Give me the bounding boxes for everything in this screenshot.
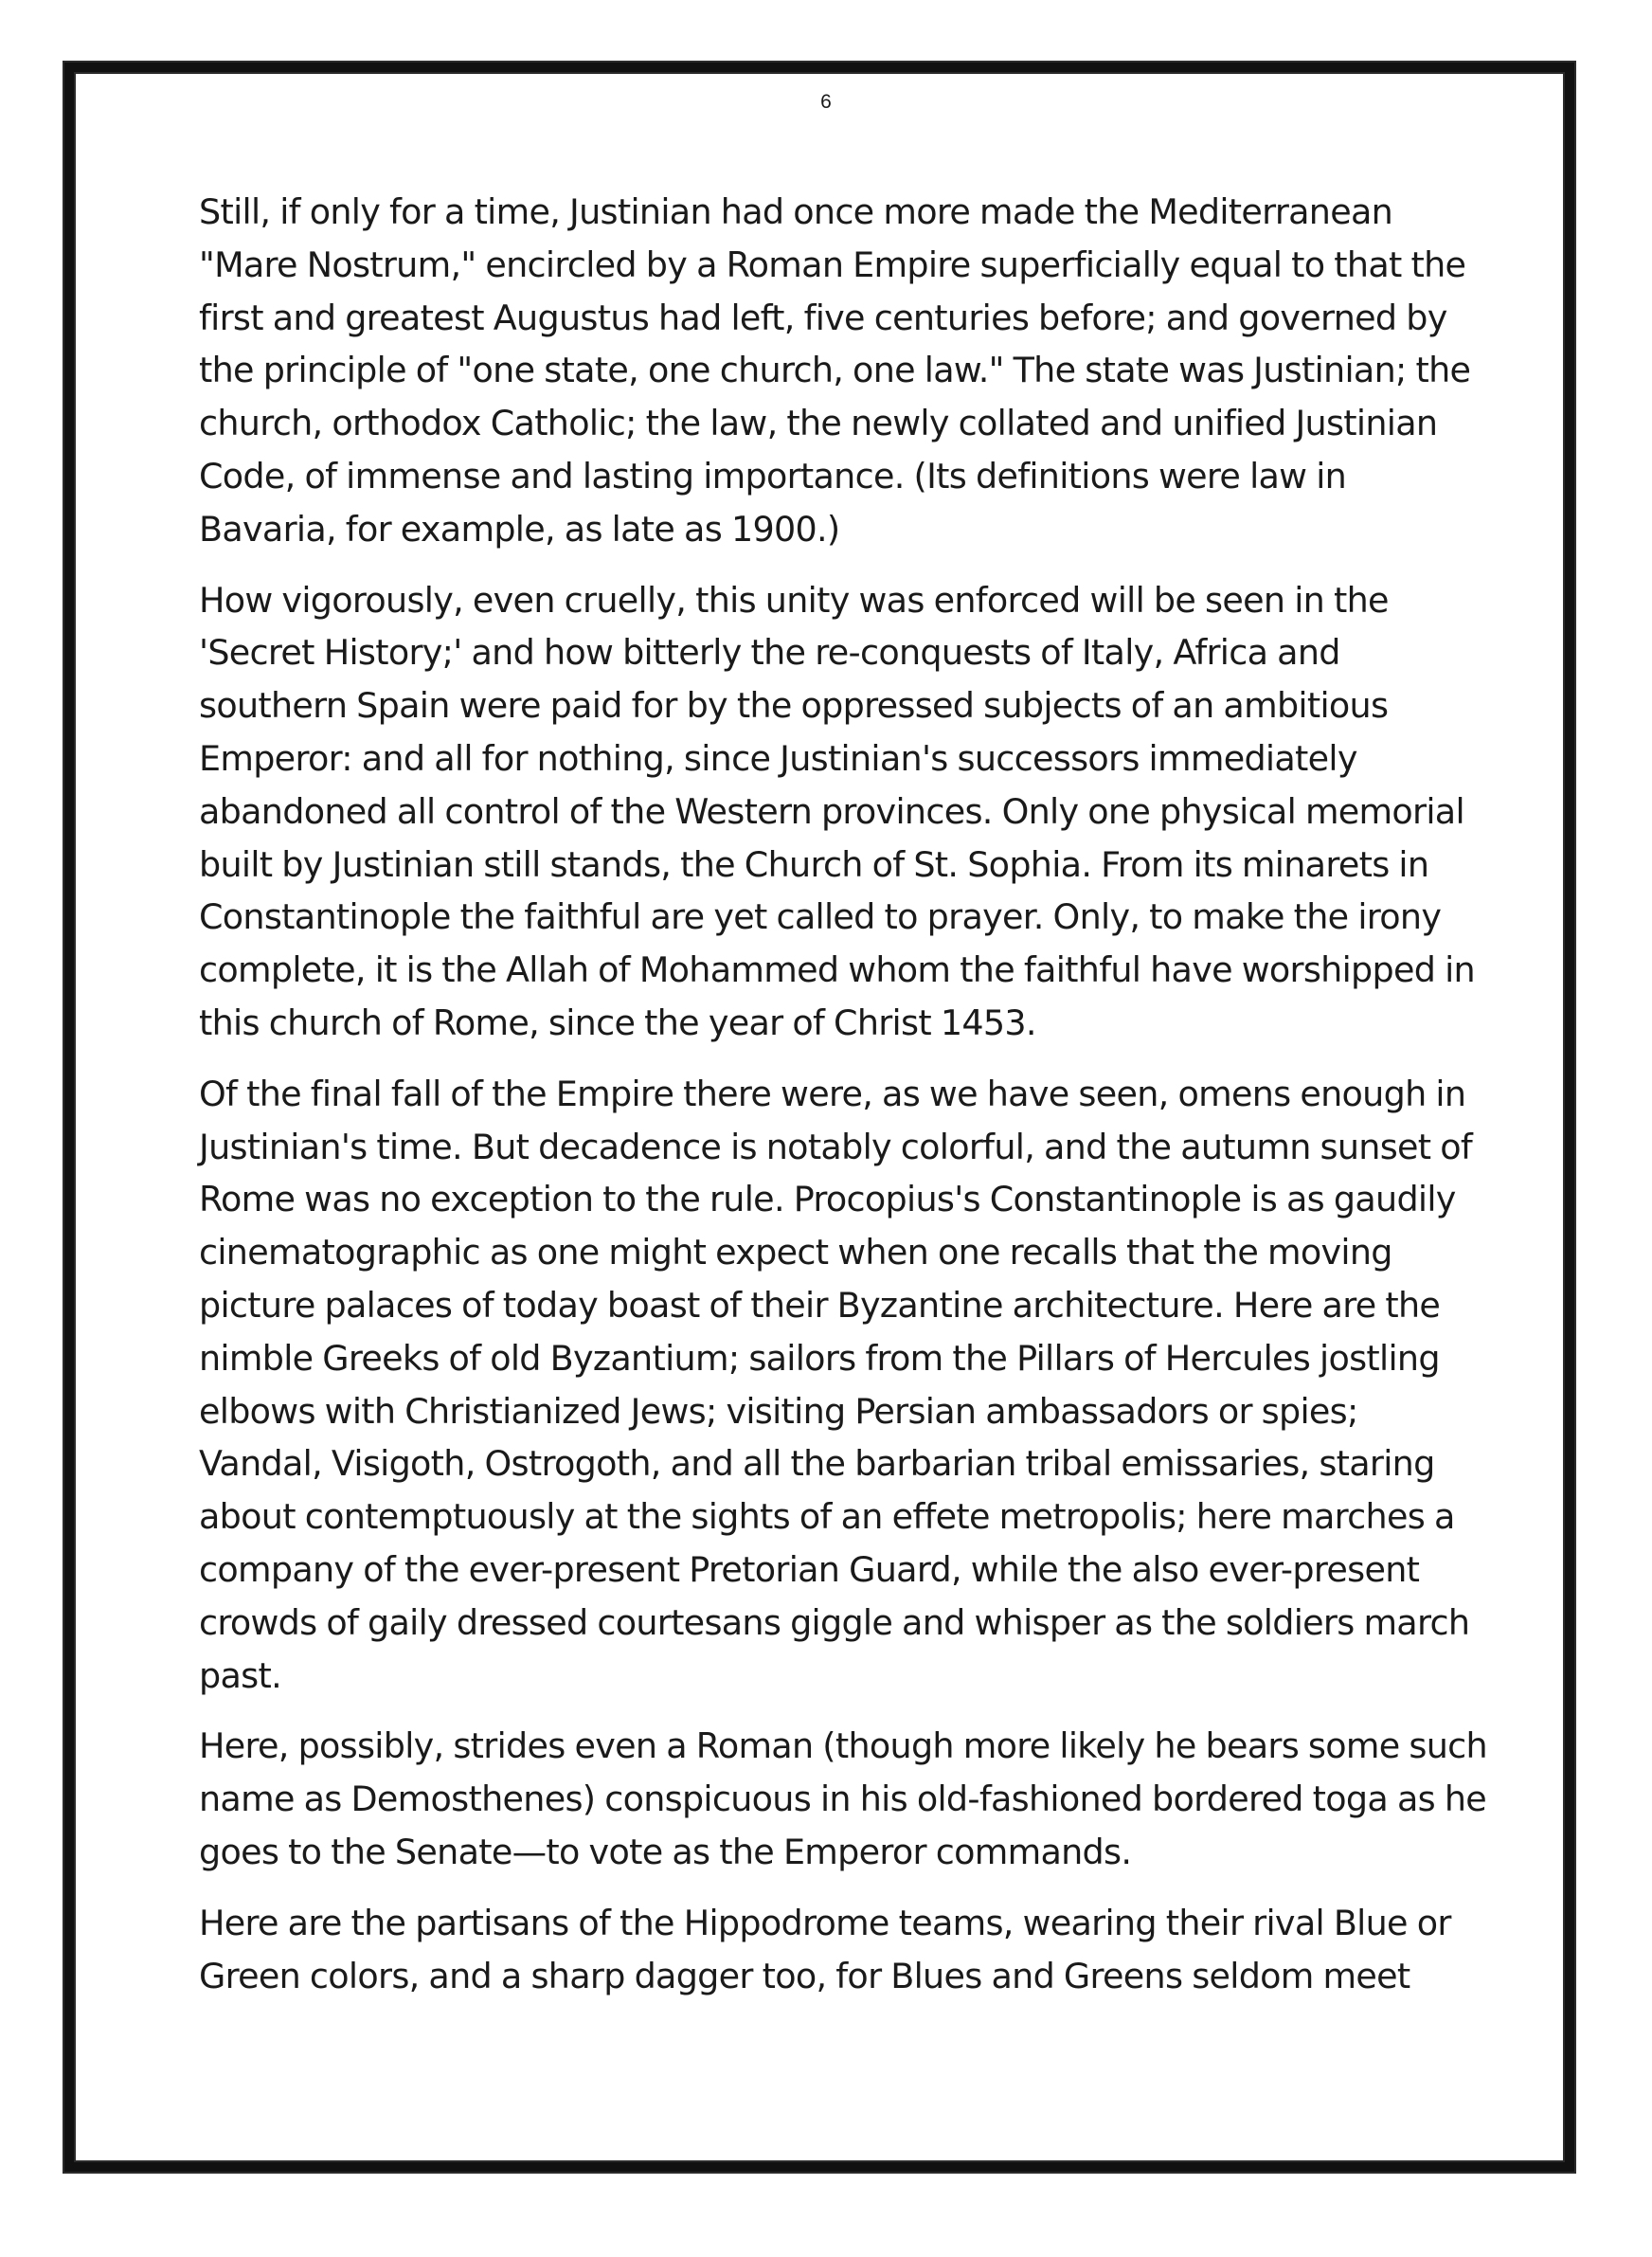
paragraph: Here are the partisans of the Hippodrome teams, wearing their rival Blue or Green colors, and a sharp dagger too, for Blues and Greens seldom meet (199, 1902, 1451, 1996)
paragraph: Still, if only for a time, Justinian had once more made the Mediterranean "Mare Nostrum," encircled by a Roman Empire superficially equal to that the first and greatest Augustus had left, five centuries before; and governed by the principle of "one state, one church, one law." The state was Justinian; the church, orthodox Catholic; the law, the newly collated and unified Justinian Code, of immense and lasting importance. (Its definitions were law in Bavaria, for example, as late as 1900.) (199, 191, 1471, 550)
paragraph: How vigorously, even cruelly, this unity was enforced will be seen in the 'Secret History;' and how bitterly the re-conquests of Italy, Africa and southern Spain were paid for by the oppressed subjects of an ambitious Emperor: and all for nothing, since Justinian's successors immediately abandoned all control of the Western provinces. Only one physical memorial built by Justinian still stands, the Church of St. Sophia. From its minarets in Constantinople the faithful are yet called to prayer. Only, to make the irony complete, it is the Allah of Mohammed whom the faithful have worshipped in this church of Rome, since the year of Christ 1453. (199, 579, 1475, 1043)
paragraph: Of the final fall of the Empire there were, as we have seen, omens enough in Justinian's time. But decadence is notably colorful, and the autumn sunset of Rome was no exception to the rule. Procopius's Constantinople is as gaudily cinematographic as one might expect when one recalls that the moving picture palaces of today boast of their Byzantine architecture. Here are the nimble Greeks of old Byzantium; sailors from the Pillars of Hercules jostling elbows with Christianized Jews; visiting Persian ambassadors or spies; Vandal, Visigoth, Ostrogoth, and all the barbarian tribal emissaries, staring about contemptuously at the sights of an effete metropolis; here marches a company of the ever-present Pretorian Guard, while the also ever-present crowds of gaily dressed courtesans giggle and whisper as the soldiers march past. (199, 1073, 1473, 1696)
paragraph: Here, possibly, strides even a Roman (though more likely he bears some such name as Demosthenes) conspicuous in his old-fashioned bordered toga as he goes to the Senate—to vote as the Emperor commands. (199, 1725, 1487, 1872)
page-number: 6 (820, 91, 832, 113)
page-body (199, 186, 1487, 2020)
